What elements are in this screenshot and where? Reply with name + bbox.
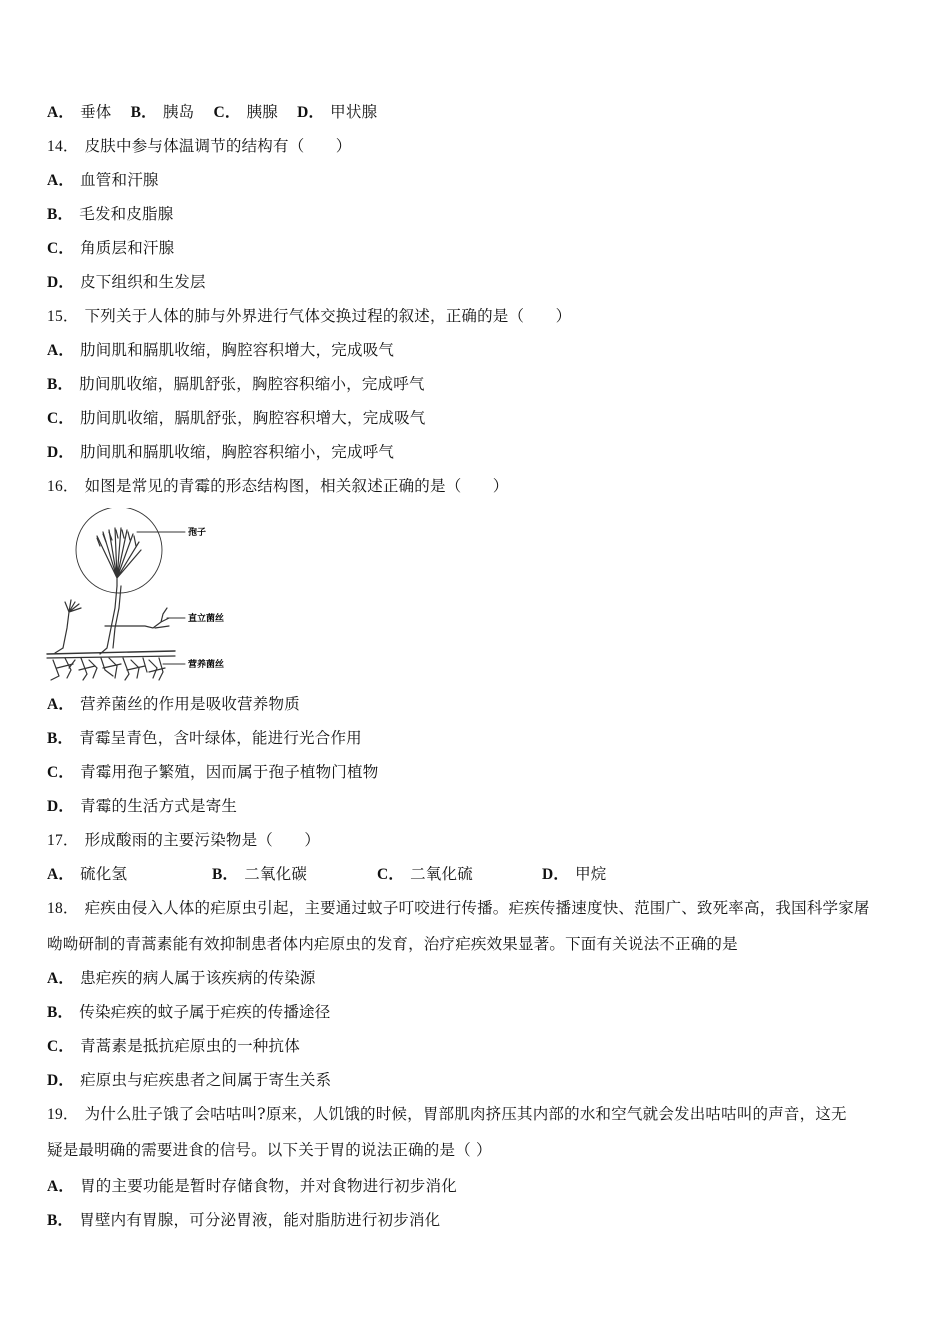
q19-stem-line1: 19． 为什么肚子饿了会咕咕叫?原来，人饥饿的时候，胃部肌肉挤压其内部的水和空气就会发出咕咕叫的声音，这无	[47, 1105, 847, 1123]
q18-option-a[interactable]: A． 患疟疾的病人属于该疾病的传染源	[47, 969, 316, 987]
q14-option-c[interactable]: C． 角质层和汗腺	[47, 239, 175, 257]
q14-option-b[interactable]: B． 毛发和皮脂腺	[47, 205, 174, 223]
label-spore: 孢子	[188, 528, 207, 538]
q15-option-a[interactable]: A． 肋间肌和膈肌收缩，胸腔容积增大，完成吸气	[47, 341, 395, 359]
q19-option-b[interactable]: B． 胃壁内有胃腺，可分泌胃液，能对脂肪进行初步消化	[47, 1211, 441, 1229]
q17-stem: 17． 形成酸雨的主要污染物是（ ）	[47, 831, 321, 849]
label-nutritive-hypha: 营养菌丝	[188, 660, 225, 670]
penicillium-diagram	[45, 508, 245, 683]
q15-stem: 15． 下列关于人体的肺与外界进行气体交换过程的叙述，正确的是（ ）	[47, 307, 572, 325]
q13-option-b[interactable]: B． 胰岛	[130, 103, 195, 121]
q17-option-b[interactable]: B． 二氧化碳	[212, 865, 308, 883]
q15-option-c[interactable]: C． 肋间肌收缩，膈肌舒张，胸腔容积增大，完成吸气	[47, 409, 426, 427]
q14-option-a[interactable]: A． 血管和汗腺	[47, 171, 159, 189]
q18-stem-line1: 18． 疟疾由侵入人体的疟原虫引起，主要通过蚊子叮咬进行传播。疟疾传播速度快、范围广、致死率高，我国科学家屠	[47, 899, 870, 917]
q17-option-c[interactable]: C． 二氧化硫	[377, 865, 473, 883]
q16-stem: 16． 如图是常见的青霉的形态结构图，相关叙述正确的是（ ）	[47, 477, 509, 495]
q16-option-c[interactable]: C． 青霉用孢子繁殖，因而属于孢子植物门植物	[47, 763, 379, 781]
q16-option-d[interactable]: D． 青霉的生活方式是寄生	[47, 797, 238, 815]
q16-option-a[interactable]: A． 营养菌丝的作用是吸收营养物质	[47, 695, 300, 713]
q18-stem-line2: 呦呦研制的青蒿素能有效抑制患者体内疟原虫的发育，治疗疟疾效果显著。下面有关说法不正确的是	[47, 935, 738, 953]
q18-option-b[interactable]: B． 传染疟疾的蚊子属于疟疾的传播途径	[47, 1003, 331, 1021]
label-erect-hypha: 直立菌丝	[188, 614, 225, 624]
q13-options-row	[47, 102, 377, 123]
q16-option-b[interactable]: B． 青霉呈青色，含叶绿体，能进行光合作用	[47, 729, 362, 747]
q18-option-c[interactable]: C． 青蒿素是抵抗疟原虫的一种抗体	[47, 1037, 300, 1055]
q14-option-d[interactable]: D． 皮下组织和生发层	[47, 273, 206, 291]
q17-option-a[interactable]: A． 硫化氢	[47, 865, 128, 883]
q19-stem-line2: 疑是最明确的需要进食的信号。以下关于胃的说法正确的是（ ）	[47, 1141, 492, 1159]
q13-option-c[interactable]: C． 胰腺	[213, 103, 278, 121]
q17-option-d[interactable]: D． 甲烷	[542, 865, 607, 883]
q19-option-a[interactable]: A． 胃的主要功能是暂时存储食物，并对食物进行初步消化	[47, 1177, 457, 1195]
q13-option-a[interactable]: A． 垂体	[47, 103, 112, 121]
q14-stem: 14． 皮肤中参与体温调节的结构有（ ）	[47, 137, 352, 155]
q15-option-b[interactable]: B． 肋间肌收缩，膈肌舒张，胸腔容积缩小，完成呼气	[47, 375, 425, 393]
q18-option-d[interactable]: D． 疟原虫与疟疾患者之间属于寄生关系	[47, 1071, 332, 1089]
q13-option-d[interactable]: D． 甲状腺	[297, 103, 378, 121]
penicillium-illustration	[45, 508, 245, 683]
q15-option-d[interactable]: D． 肋间肌和膈肌收缩，胸腔容积缩小，完成呼气	[47, 443, 395, 461]
